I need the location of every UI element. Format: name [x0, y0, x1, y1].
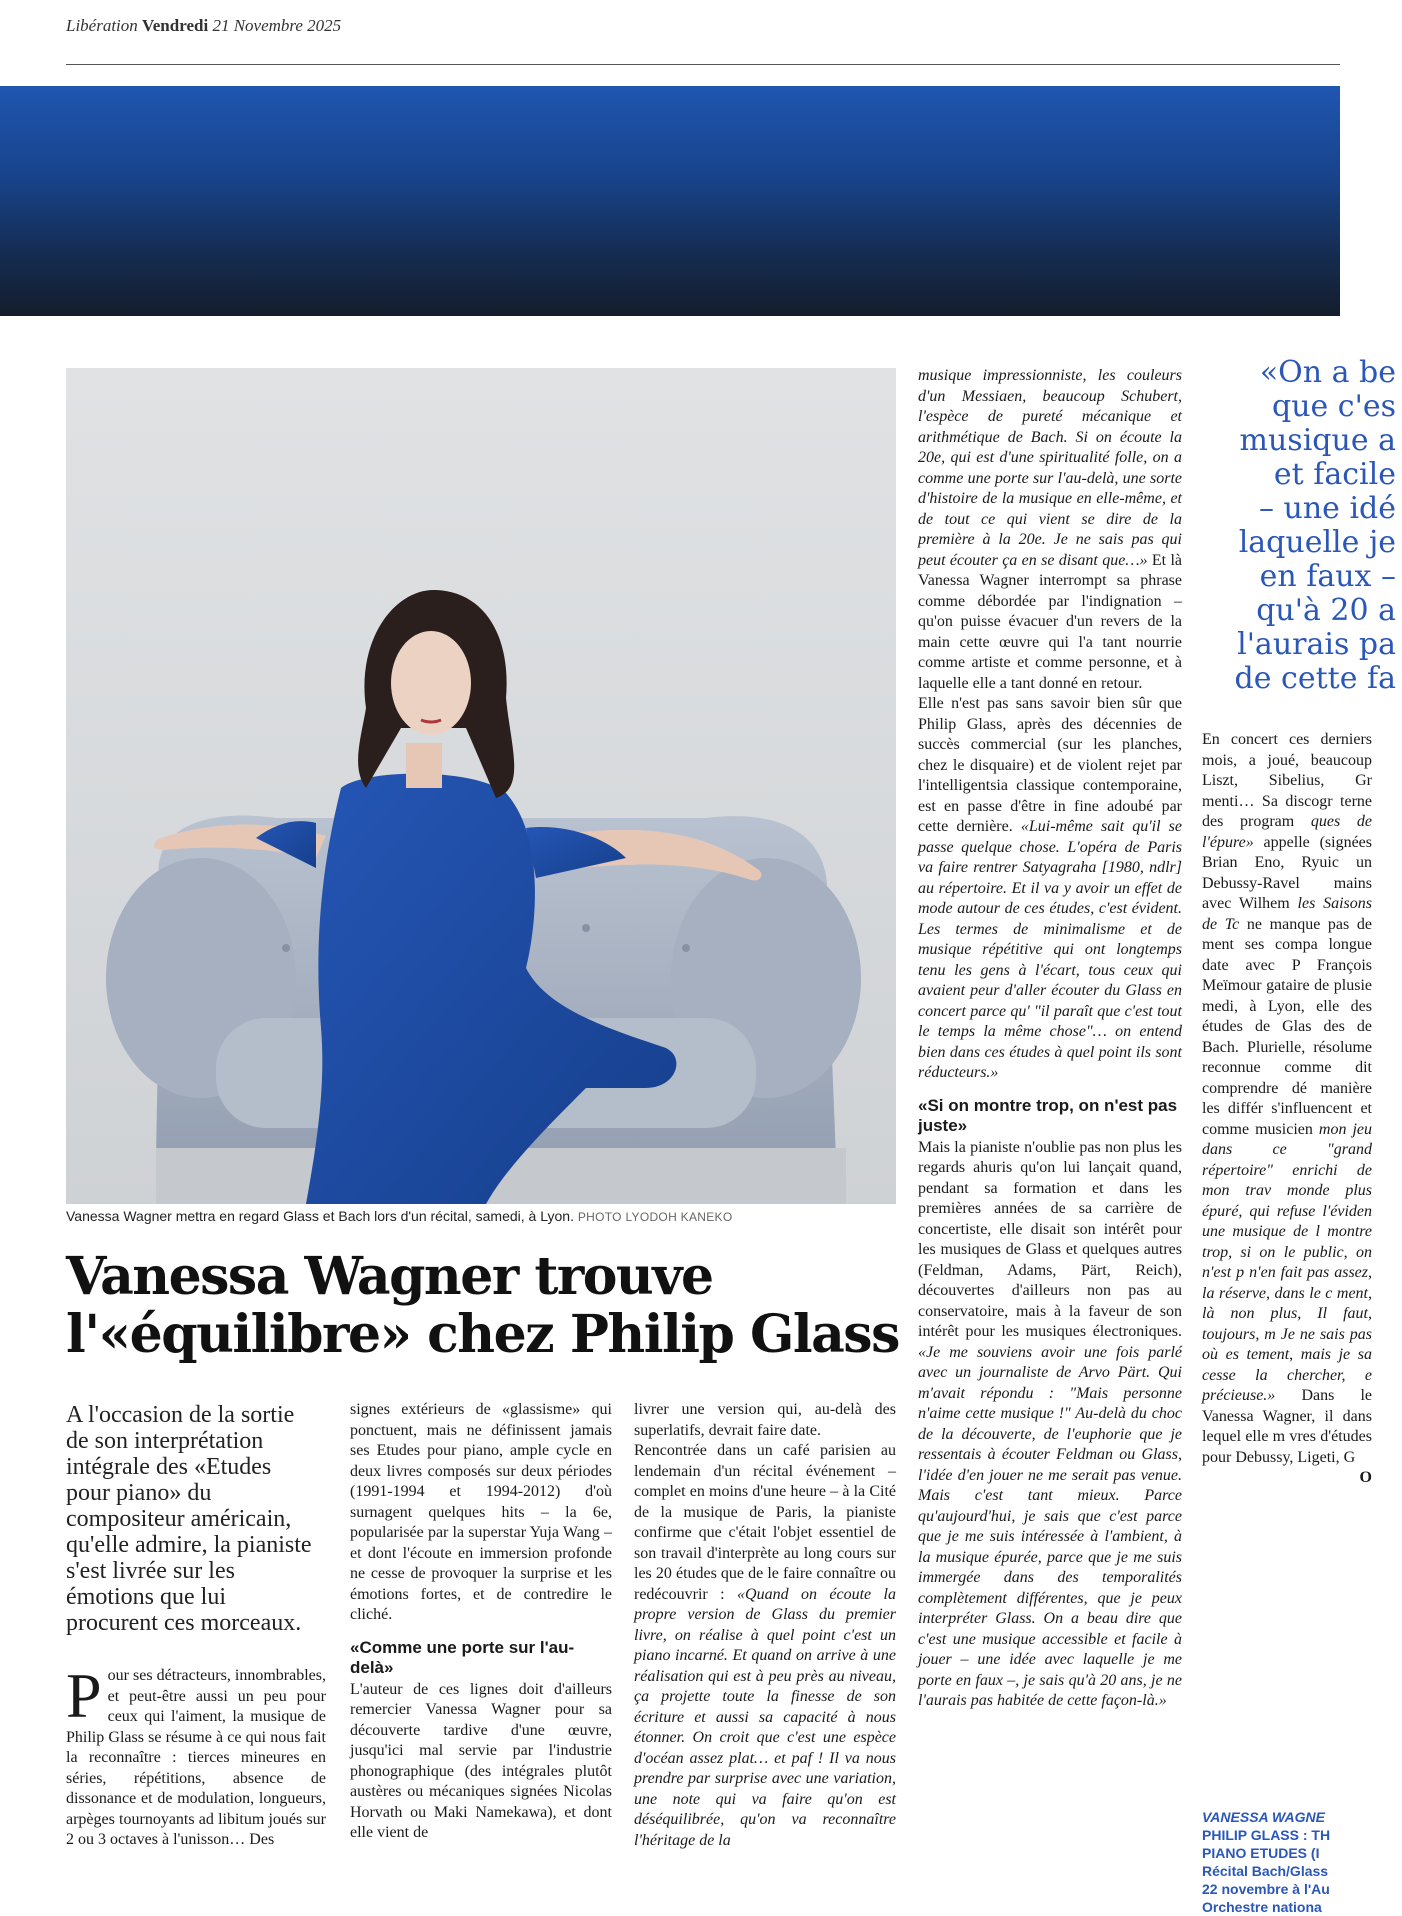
photo-caption	[66, 1208, 906, 1224]
subheading-porte: «Comme une porte sur l'au-delà»	[350, 1637, 575, 1677]
credits-album-2: PIANO ETUDES (I	[1202, 1845, 1320, 1861]
credits-date: 22 novembre à l'Au	[1202, 1881, 1330, 1897]
article-headline: Vanessa Wagner trouve l'«équilibre» chez Philip Glass	[66, 1246, 899, 1365]
blue-banner	[0, 86, 1340, 316]
column-4-quote-d: «Lui-même sait qu'il se passe quelque chose. L'opéra de Paris va faire rentrer Satyagraha [1980, ndlr] au répertoire. Et il va y avoir un effet de mode autour de ces études, c'est évident. Les termes de minimalisme et de musique répétitive qui ont longtemps tenu les gens à l'écart, tous ceux qui avaient peur d'aller écouter du Glass en concert parce qu' "il paraît que c'est tout le temps la même chose"… on entend bien dans ces études à quel point ils sont réducteurs.»	[918, 818, 1182, 1081]
column-5-text-a: En concert ces derniers mois, a joué, beaucoup Liszt, Sibelius, Gr menti… Sa discogr terne des program	[1202, 731, 1372, 830]
column-4-quote-f: «Je me souviens avoir une fois parlé avec un journaliste de Arvo Pärt. Qui m'avait répondu : "Mais personne n'aime cette musique !" Au-delà du choc de la découverte, de l'euphorie que je ressentais à écouter Feldman ou Glass, l'idée d'en jouer ne me serait pas venue. Mais c'est tant mieux. Parce qu'aujourd'hui, je sais que c'est parce que je me suis intéressée à l'ambient, à la musique épurée, parce que je me suis immergée dans des temporalités complètement différentes, que je peux interpréter Glass. On a beau dire que c'est une musique accessible et facile à jouer – une idée avec laquelle je me porte en faux –, je sais qu'à 20 ans, je ne l'aurais pas habitée de cette façon-là.»	[918, 1343, 1182, 1709]
pull-quote-line: l'aurais pa	[1237, 627, 1396, 662]
photo-credit: PHOTO LYODOH KANEKO	[577, 1210, 733, 1224]
pull-quote-line: qu'à 20 a	[1256, 593, 1396, 628]
credits-recital: Récital Bach/Glass	[1202, 1863, 1329, 1879]
credits-artist: VANESSA WAGNE	[1202, 1809, 1325, 1825]
column-2-text-a: signes extérieurs de «glassisme» qui ponctuent, mais ne définissent jamais ses Etudes pour piano, ample cycle en deux livres composés sur deux périodes (1991-1994 et 1994-2012) d'où surnagent quelques hits – la 6e, popularisée par la superstar Yuja Wang – et dont l'écoute en immersion profonde ne cesse de provoquer la surprise et les émotions fortes, et de contredire le cliché.	[350, 1401, 612, 1623]
column-4	[918, 366, 1182, 1712]
credits-venue: Orchestre nationa	[1202, 1899, 1322, 1915]
column-4-quote-a: musique impressionniste, les couleurs d'un Messiaen, beaucoup Schubert, l'espèce de pureté mécanique et arithmétique de Bach. Si on écoute la 20e, qui est d'une spiritualité folle, on a comme une porte sur l'au-delà, une sorte d'histoire de la musique en elle-même, et de tout ce qui vient se dire de la première à la 20e. Je ne sais pas qui peut écouter ça en se disant que…»	[918, 367, 1182, 569]
author-signature: O	[1359, 1469, 1372, 1486]
column-2	[350, 1400, 612, 1844]
column-1	[66, 1660, 326, 1851]
column-5-text-e: ne manque pas de ment ses compa longue date avec P François Meïmour gataire de plusie medi, à Lyon, elle des études de Glas des de Bach. Plurielle, résolume reconnue comme dit comprendre dé manière les différ s'influencent et comme musicien	[1202, 915, 1372, 1138]
masthead	[66, 16, 341, 36]
caption-text: Vanessa Wagner mettra en regard Glass et Bach lors d'un récital, samedi, à Lyon.	[66, 1208, 574, 1224]
pull-quote-line: et facile	[1273, 457, 1396, 492]
article-photo	[66, 368, 896, 1204]
article-chapo: A l'occasion de la sortie de son interprétation intégrale des «Etudes pour piano» du compositeur américain, qu'elle admire, la pianiste s'est livrée sur les émotions que lui procurent ces morceaux.	[66, 1402, 312, 1636]
column-3-quote: «Quand on écoute la propre version de Glass du premier livre, on réalise à quel point c'est un piano incarné. Et quand on arrive à une réalisation qui est à peu près au niveau, ça projette toute la finesse de son écriture et aussi sa capacité à nous étonner. On croit que c'est une espèce d'océan assez plat… et paf ! Il va nous prendre par surprise avec une variation, une note qui va faire qu'on est déséquilibrée, qu'on va reconnaître l'héritage de la	[634, 1585, 897, 1849]
column-3	[634, 1400, 896, 1851]
pull-quote-line: – une idé	[1258, 491, 1396, 526]
credits-album: PHILIP GLASS : TH	[1202, 1827, 1331, 1843]
subheading-montre: «Si on montre trop, on n'est pas juste»	[918, 1095, 1178, 1135]
header-rule	[66, 64, 1340, 65]
album-credits	[1202, 1808, 1402, 1916]
pull-quote-line: de cette fa	[1234, 661, 1396, 696]
column-5-italic-d: les Saisons de Tc	[1202, 895, 1373, 933]
column-5	[1202, 730, 1372, 1489]
column-1-text: our ses détracteurs, innombrables, et peut-être aussi un peu pour ceux qui l'aiment, la musique de Philip Glass se résume à ce qui nous fait la reconnaître : tierces mineures en séries, répétitions, absence de dissonance et de modulation, longueurs, arpèges tournoyants ad libitum joués sur 2 ou 3 octaves à l'unisson… Des	[66, 1667, 326, 1848]
column-5-quote-f: mon jeu dans ce "grand répertoire" enrichi de mon trav monde plus épuré, qui refuse l'éviden une musique de l montre trop, si on le public, on n'est p n'en fait pas assez, la réserve, dans le c ment, là non plus, Il faut, toujours, m Je ne sais pas où es tement, mais je sa cesse la chercher, e précieuse.»	[1202, 1120, 1373, 1404]
brand-name: Libération	[66, 16, 138, 35]
column-4-text-c: Elle n'est pas sans savoir bien sûr que Philip Glass, après des décennies de succès commercial (sur les planches, chez le disquaire) et de violent rejet par l'intelligentsia classique contemporaine, est en passe d'être in fine adoubé par cette dernière.	[918, 695, 1182, 835]
portrait-illustration	[66, 368, 896, 1204]
pull-quote-line: que c'es	[1271, 389, 1396, 424]
pull-quote-line: laquelle je	[1238, 525, 1396, 560]
column-4-text-b: Et là Vanessa Wagner interrompt sa phrase comme débordée par l'indignation – qu'on puisse évacuer d'un revers de la main cette œuvre qui l'a tant nourrie comme artiste et comme personne, et à laquelle elle a tant donné en retour.	[918, 551, 1183, 692]
column-5-text-g: Dans le Vanessa Wagner, il dans lequel elle m vres d'études pour Debussy, Ligeti, G	[1202, 1387, 1372, 1466]
column-5-italic-b: ques de l'épure»	[1202, 813, 1372, 851]
column-4-text-e: Mais la pianiste n'oublie pas non plus les regards ahuris qu'on lui lançait quand, pendant sa formation et dans les premières années de sa carrière de concertiste, elle disait son intérêt pour les musiques de Glass et quelques autres (Feldman, Adams, Pärt, Reich), découvertes d'ailleurs non pas au conservatoire, mais à la faveur de son intérêt pour les musiques électroniques.	[918, 1138, 1182, 1340]
column-5-text-c: appelle (signées Brian Eno, Ryuic un Debussy-Ravel mains avec Wilhem	[1202, 833, 1372, 912]
pull-quote-line: musique a	[1239, 423, 1396, 458]
column-2-text-b: L'auteur de ces lignes doit d'ailleurs remercier Vanessa Wagner pour sa découverte tardive d'une œuvre, jusqu'ici mal servie par l'industrie phonographique (des intégrales plutôt austères ou mécaniques signées Nicolas Horvath ou Maki Namekawa), et dont elle vient de	[350, 1680, 612, 1841]
pull-quote-line: «On a be	[1259, 355, 1396, 390]
pull-quote	[1196, 356, 1396, 696]
issue-date: 21 Novembre 2025	[212, 16, 342, 35]
column-3-text-b: Rencontrée dans un café parisien au lendemain d'un récital événement – complet en moins d'une heure – à la Cité de la musique de Paris, la pianiste confirme que c'était l'objet essentiel de son travail d'interprète au long cours sur les 20 études que de le faire connaître ou redécouvrir :	[634, 1442, 896, 1603]
pull-quote-line: en faux –	[1259, 559, 1396, 594]
column-3-text-a: livrer une version qui, au-delà des superlatifs, devrait faire date.	[634, 1401, 896, 1439]
drop-cap: P	[66, 1660, 102, 1731]
issue-day: Vendredi	[142, 16, 209, 35]
